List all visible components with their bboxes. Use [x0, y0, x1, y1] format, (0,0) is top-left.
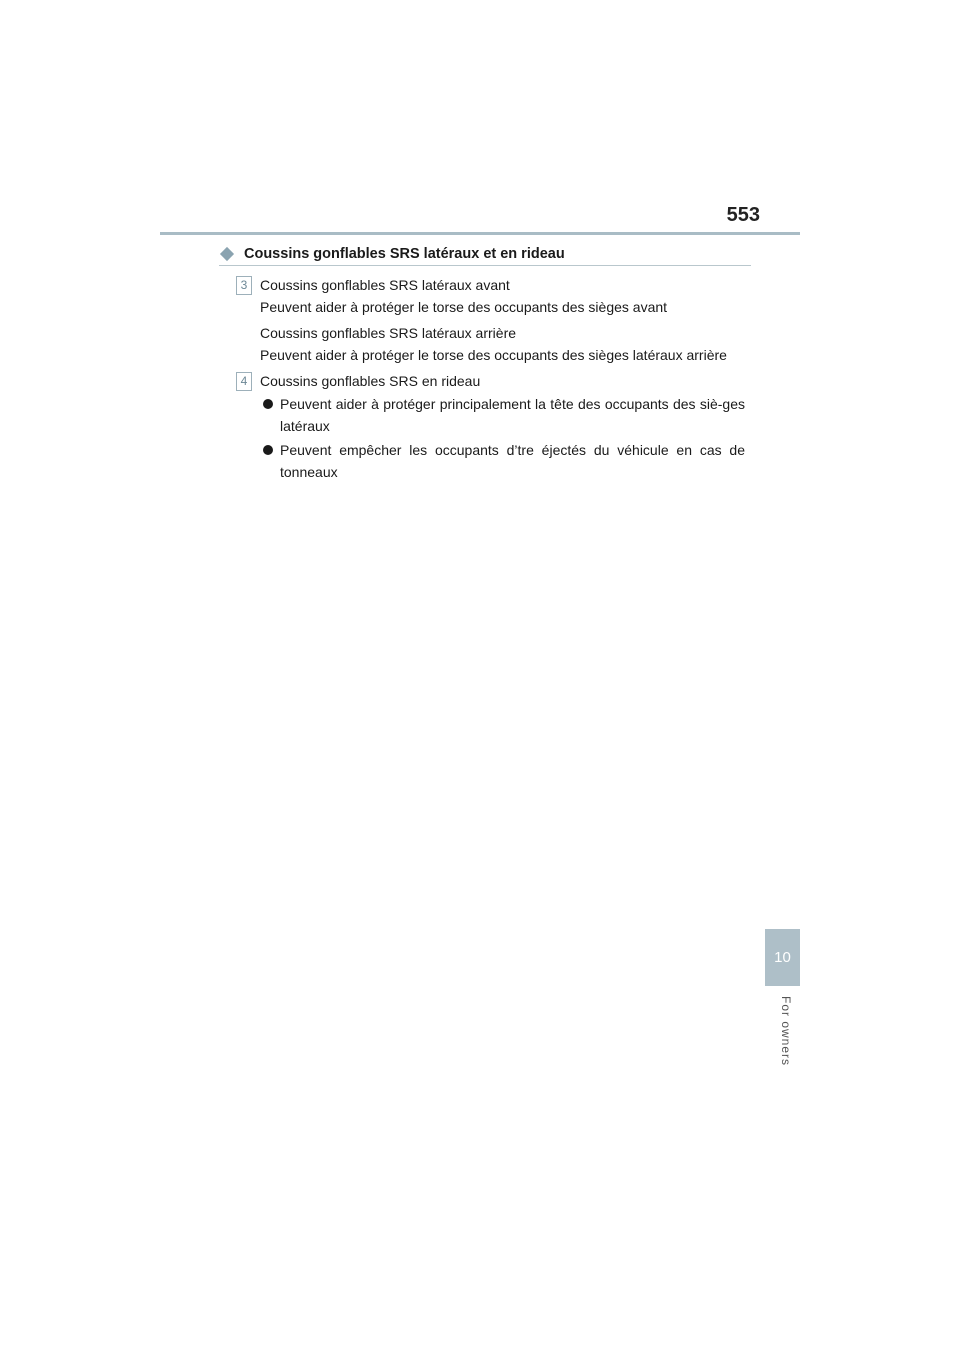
list-item: [263, 393, 745, 437]
curtain-airbag-block: [260, 370, 746, 392]
front-side-airbag-title: Coussins gonflables SRS latéraux avant: [260, 277, 510, 293]
section-heading: [219, 243, 751, 266]
item-number-badge-4: 4: [236, 372, 252, 391]
rear-side-airbag-desc: Peuvent aider à protéger le torse des occupants des sièges latéraux arrière: [260, 347, 727, 363]
header-rule: [160, 232, 800, 235]
front-side-airbag-block: [260, 274, 746, 318]
rear-side-airbag-block: [260, 322, 746, 366]
diamond-icon: [220, 247, 234, 261]
item-number-badge-3: 3: [236, 276, 252, 295]
chapter-tab: 10: [765, 929, 800, 986]
front-side-airbag-desc: Peuvent aider à protéger le torse des occupants des sièges avant: [260, 299, 668, 315]
chapter-label: For owners: [779, 996, 793, 1067]
bullet-text: Peuvent aider à protéger principalement la tête des occupants des siè-ges latéraux: [280, 396, 745, 434]
curtain-airbag-title: Coussins gonflables SRS en rideau: [260, 373, 481, 389]
bullet-icon: [263, 399, 273, 409]
rear-side-airbag-title: Coussins gonflables SRS latéraux arrière: [260, 325, 517, 341]
bullet-icon: [263, 445, 273, 455]
heading-text: Coussins gonflables SRS latéraux et en rideau: [244, 246, 565, 262]
page-number: 553: [726, 204, 760, 226]
bullet-text: Peuvent empêcher les occupants d’tre éjectés du véhicule en cas de tonneaux: [280, 442, 745, 480]
list-item: [263, 439, 745, 483]
